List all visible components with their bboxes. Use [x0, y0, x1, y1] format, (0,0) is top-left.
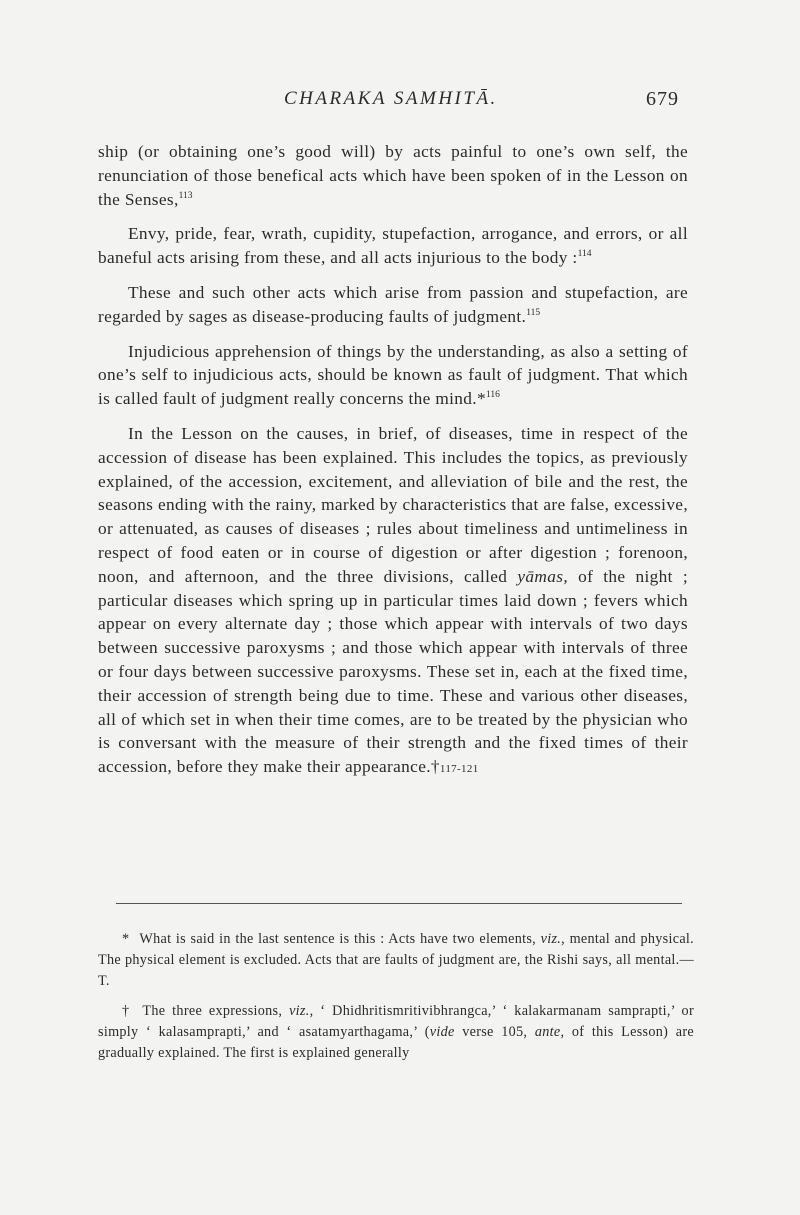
footnote-2: † The three expressions, viz., ‘ Dhidhritismritivibhrangca,’ ‘ kalakarmanam samprapti,’ or simply ‘ kalasamprapti,’ and ‘ asatamyarthagama,’ (vide verse 105, ante, of this Lesson) are gradually explained. The first is explained generally — [98, 1003, 694, 1061]
paragraph-5: In the Lesson on the causes, in brief, of diseases, time in respect of the accession of disease has been explained. This includes the topics, as previously explained, of the accession, excitement, and alleviation of bile and the rest, the seasons ending with the rainy, marked by characteristics that are false, excessive, or attenuated, as causes of diseases ; rules about timeliness and untimeliness in respect of food eaten or in course of digestion or after digestion ; forenoon, noon, and afternoon, and the three divisions, called yāmas, of the night ; particular diseases which spring up in particular times laid down ; fevers which appear on every alternate day ; those which appear with intervals of two days between successive paroxysms ; and those which appear with intervals of three or four days between successive paroxysms. These set in, each at the fixed time, their accession of strength being due to time. These and various other diseases, all of which set in when their time comes, are to be treated by the physician who is conversant with the measure of their strength and the fixed times of their accession, before they make their appearance.†117-121 — [98, 423, 689, 777]
paragraph-2: Envy, pride, fear, wrath, cupidity, stupefaction, arrogance, and errors, or all baneful acts arising from these, and all acts injurious to the body :$^{114}$ — [98, 224, 688, 268]
footnote-mark: * — [476, 389, 486, 409]
body-text — [98, 140, 688, 793]
footnote-mark: † — [430, 757, 440, 777]
footnotes — [98, 929, 694, 1073]
verse-reference: 117-121 — [439, 763, 479, 776]
running-title: CHARAKA SAMHITĀ. — [284, 88, 498, 109]
footnote-divider — [116, 903, 682, 904]
paragraph-3: These and such other acts which arise from passion and stupefaction, are regarded by sages as disease-producing faults of judgment.$^{115}$ — [98, 282, 688, 326]
footnote-1: * What is said in the last sentence is this : Acts have two elements, viz., mental and physical. The physical element is excluded. Acts that are faults of judgment are, the Rishi says, all mental.—T. — [98, 931, 695, 989]
page-number: 679 — [646, 88, 679, 110]
page-header — [0, 88, 800, 118]
paragraph-1: ship (or obtaining one’s good will) by acts painful to one’s own self, the renunciation of those benefical acts which have been spoken of in the Lesson on the Senses,$^{113}$ — [98, 142, 688, 209]
paragraph-4: Injudicious apprehension of things by the understanding, as also a setting of one’s self to injudicious acts, should be known as fault of judgment. That which is called fault of judgment really concerns the mind.*$^{116}$ — [98, 341, 688, 409]
